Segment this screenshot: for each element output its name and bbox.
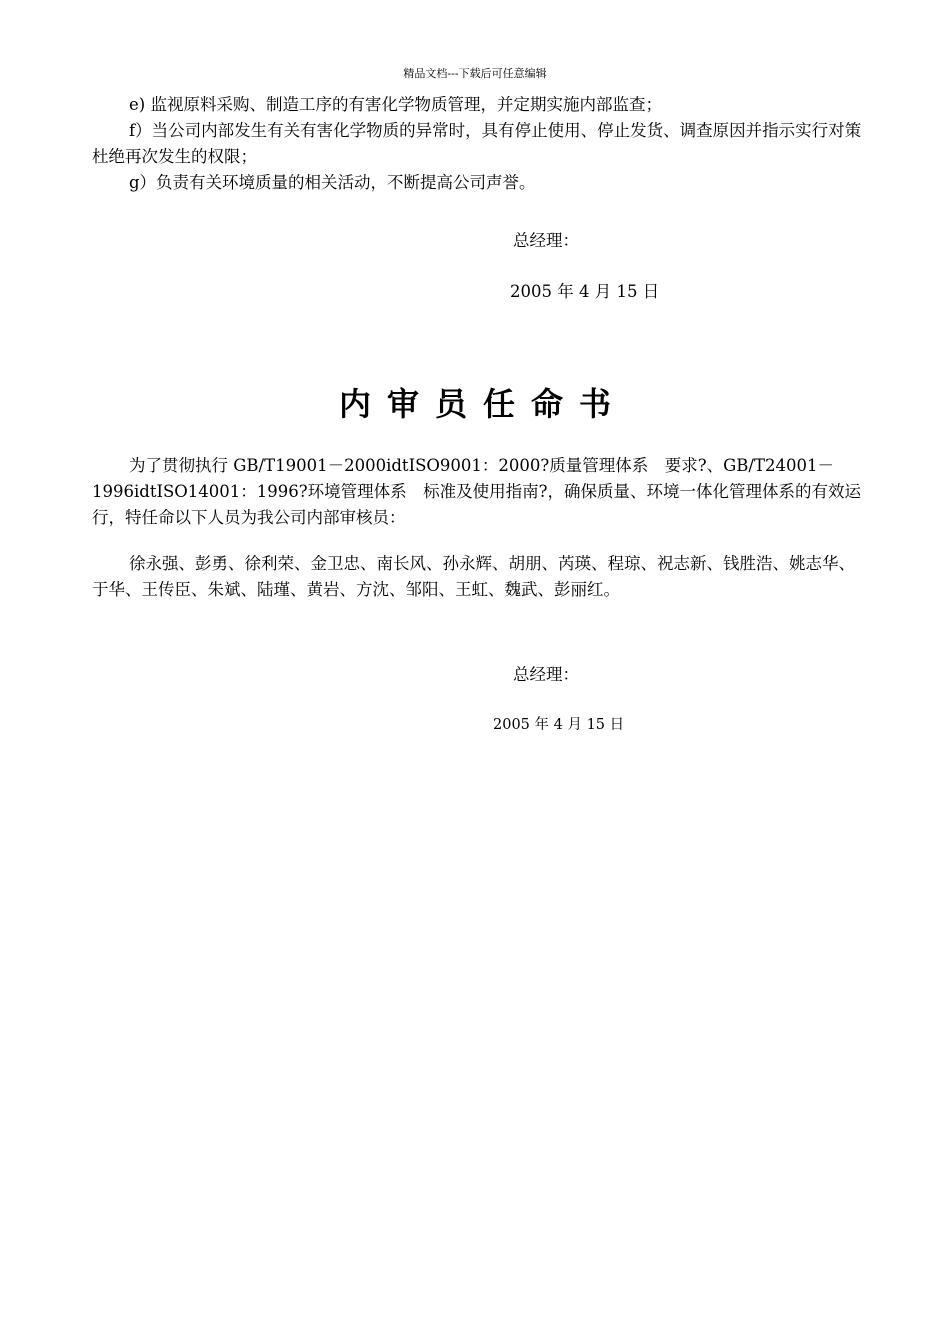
appointment-text: 为了贯彻执行 GB/T19001－2000idtISO9001：2000?质量管理体系 要求?、GB/T24001－1996idtISO14001：1996?环境管理体系 标准及使用指南?，确保质量、环境一体化管理体系的有效运行，特任命以下人员为我公司内部审核员： [92, 456, 861, 527]
responsibility-item-e: e) 监视原料采购、制造工序的有害化学物质管理，并定期实施内部监查； [129, 95, 662, 114]
appointment-paragraph [92, 453, 868, 531]
responsibility-item-g: g）负责有关环境质量的相关活动，不断提高公司声誉。 [129, 173, 536, 192]
responsibilities-list [92, 92, 868, 196]
appointment-date: 2005 年 4 月 15 日 [493, 717, 625, 733]
auditor-names-text: 徐永强、彭勇、徐利荣、金卫忠、南长风、孙永辉、胡朋、芮瑛、程琼、祝志新、钱胜浩、姚志华、于华、王传臣、朱斌、陆瑾、黄岩、方沈、邹阳、王虹、魏武、彭丽红。 [92, 554, 855, 599]
document-title: 内审员任命书 [338, 385, 627, 423]
page-header: 精品文档---下载后可任意编辑 [403, 67, 547, 80]
signature-date: 2005 年 4 月 15 日 [510, 282, 660, 301]
general-manager-label: 总经理： [513, 231, 579, 250]
auditor-names [92, 551, 868, 603]
responsibility-item-f: f）当公司内部发生有关有害化学物质的异常时，具有停止使用、停止发货、调查原因并指示实行对策杜绝再次发生的权限； [92, 121, 862, 166]
general-manager-label-2: 总经理： [513, 665, 579, 684]
